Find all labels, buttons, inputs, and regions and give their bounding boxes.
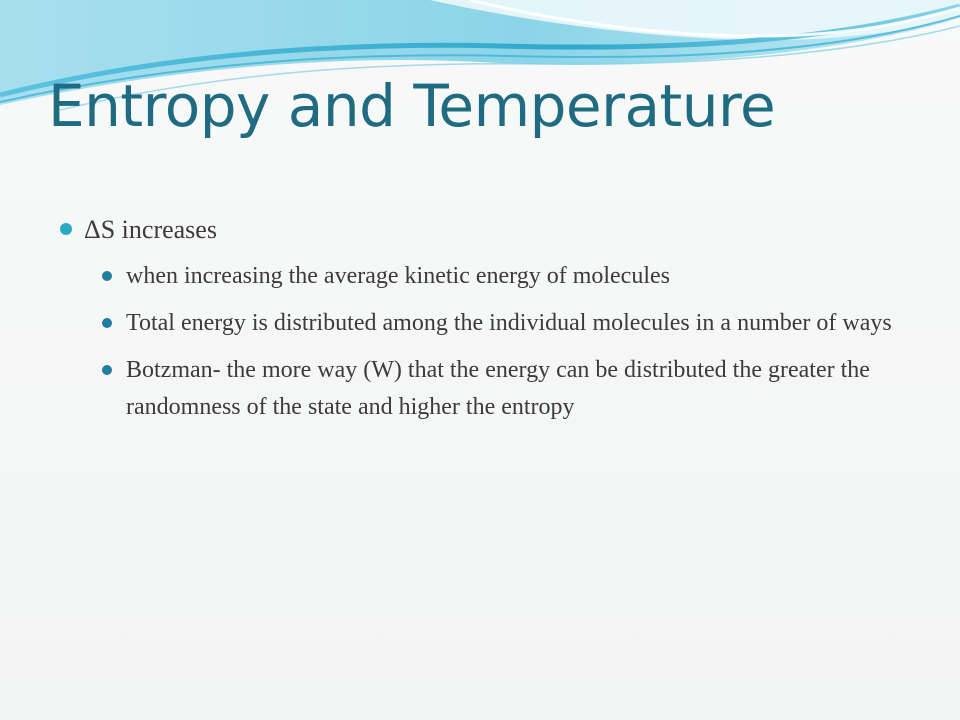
sub-bullet — [102, 352, 920, 426]
bullet-list — [60, 210, 920, 436]
sub-bullet — [102, 305, 920, 342]
sub-bullet-dot-icon — [102, 318, 112, 328]
sub-bullet-dot-icon — [102, 365, 112, 375]
sub-bullet — [102, 258, 920, 295]
sub-bullet-text: when increasing the average kinetic energy of molecules — [126, 263, 670, 289]
bullet-main — [60, 210, 920, 250]
slide-title: Entropy and Temperature — [48, 72, 776, 140]
bullet-main-text: ΔS increases — [84, 215, 217, 244]
sub-bullet-text: Total energy is distributed among the individual molecules in a number of ways — [126, 310, 892, 336]
bullet-dot-icon — [60, 223, 72, 235]
sub-bullet-dot-icon — [102, 271, 112, 281]
sub-bullet-text: Botzman- the more way (W) that the energy can be distributed the greater the randomness of the state and higher the entropy — [126, 357, 870, 420]
